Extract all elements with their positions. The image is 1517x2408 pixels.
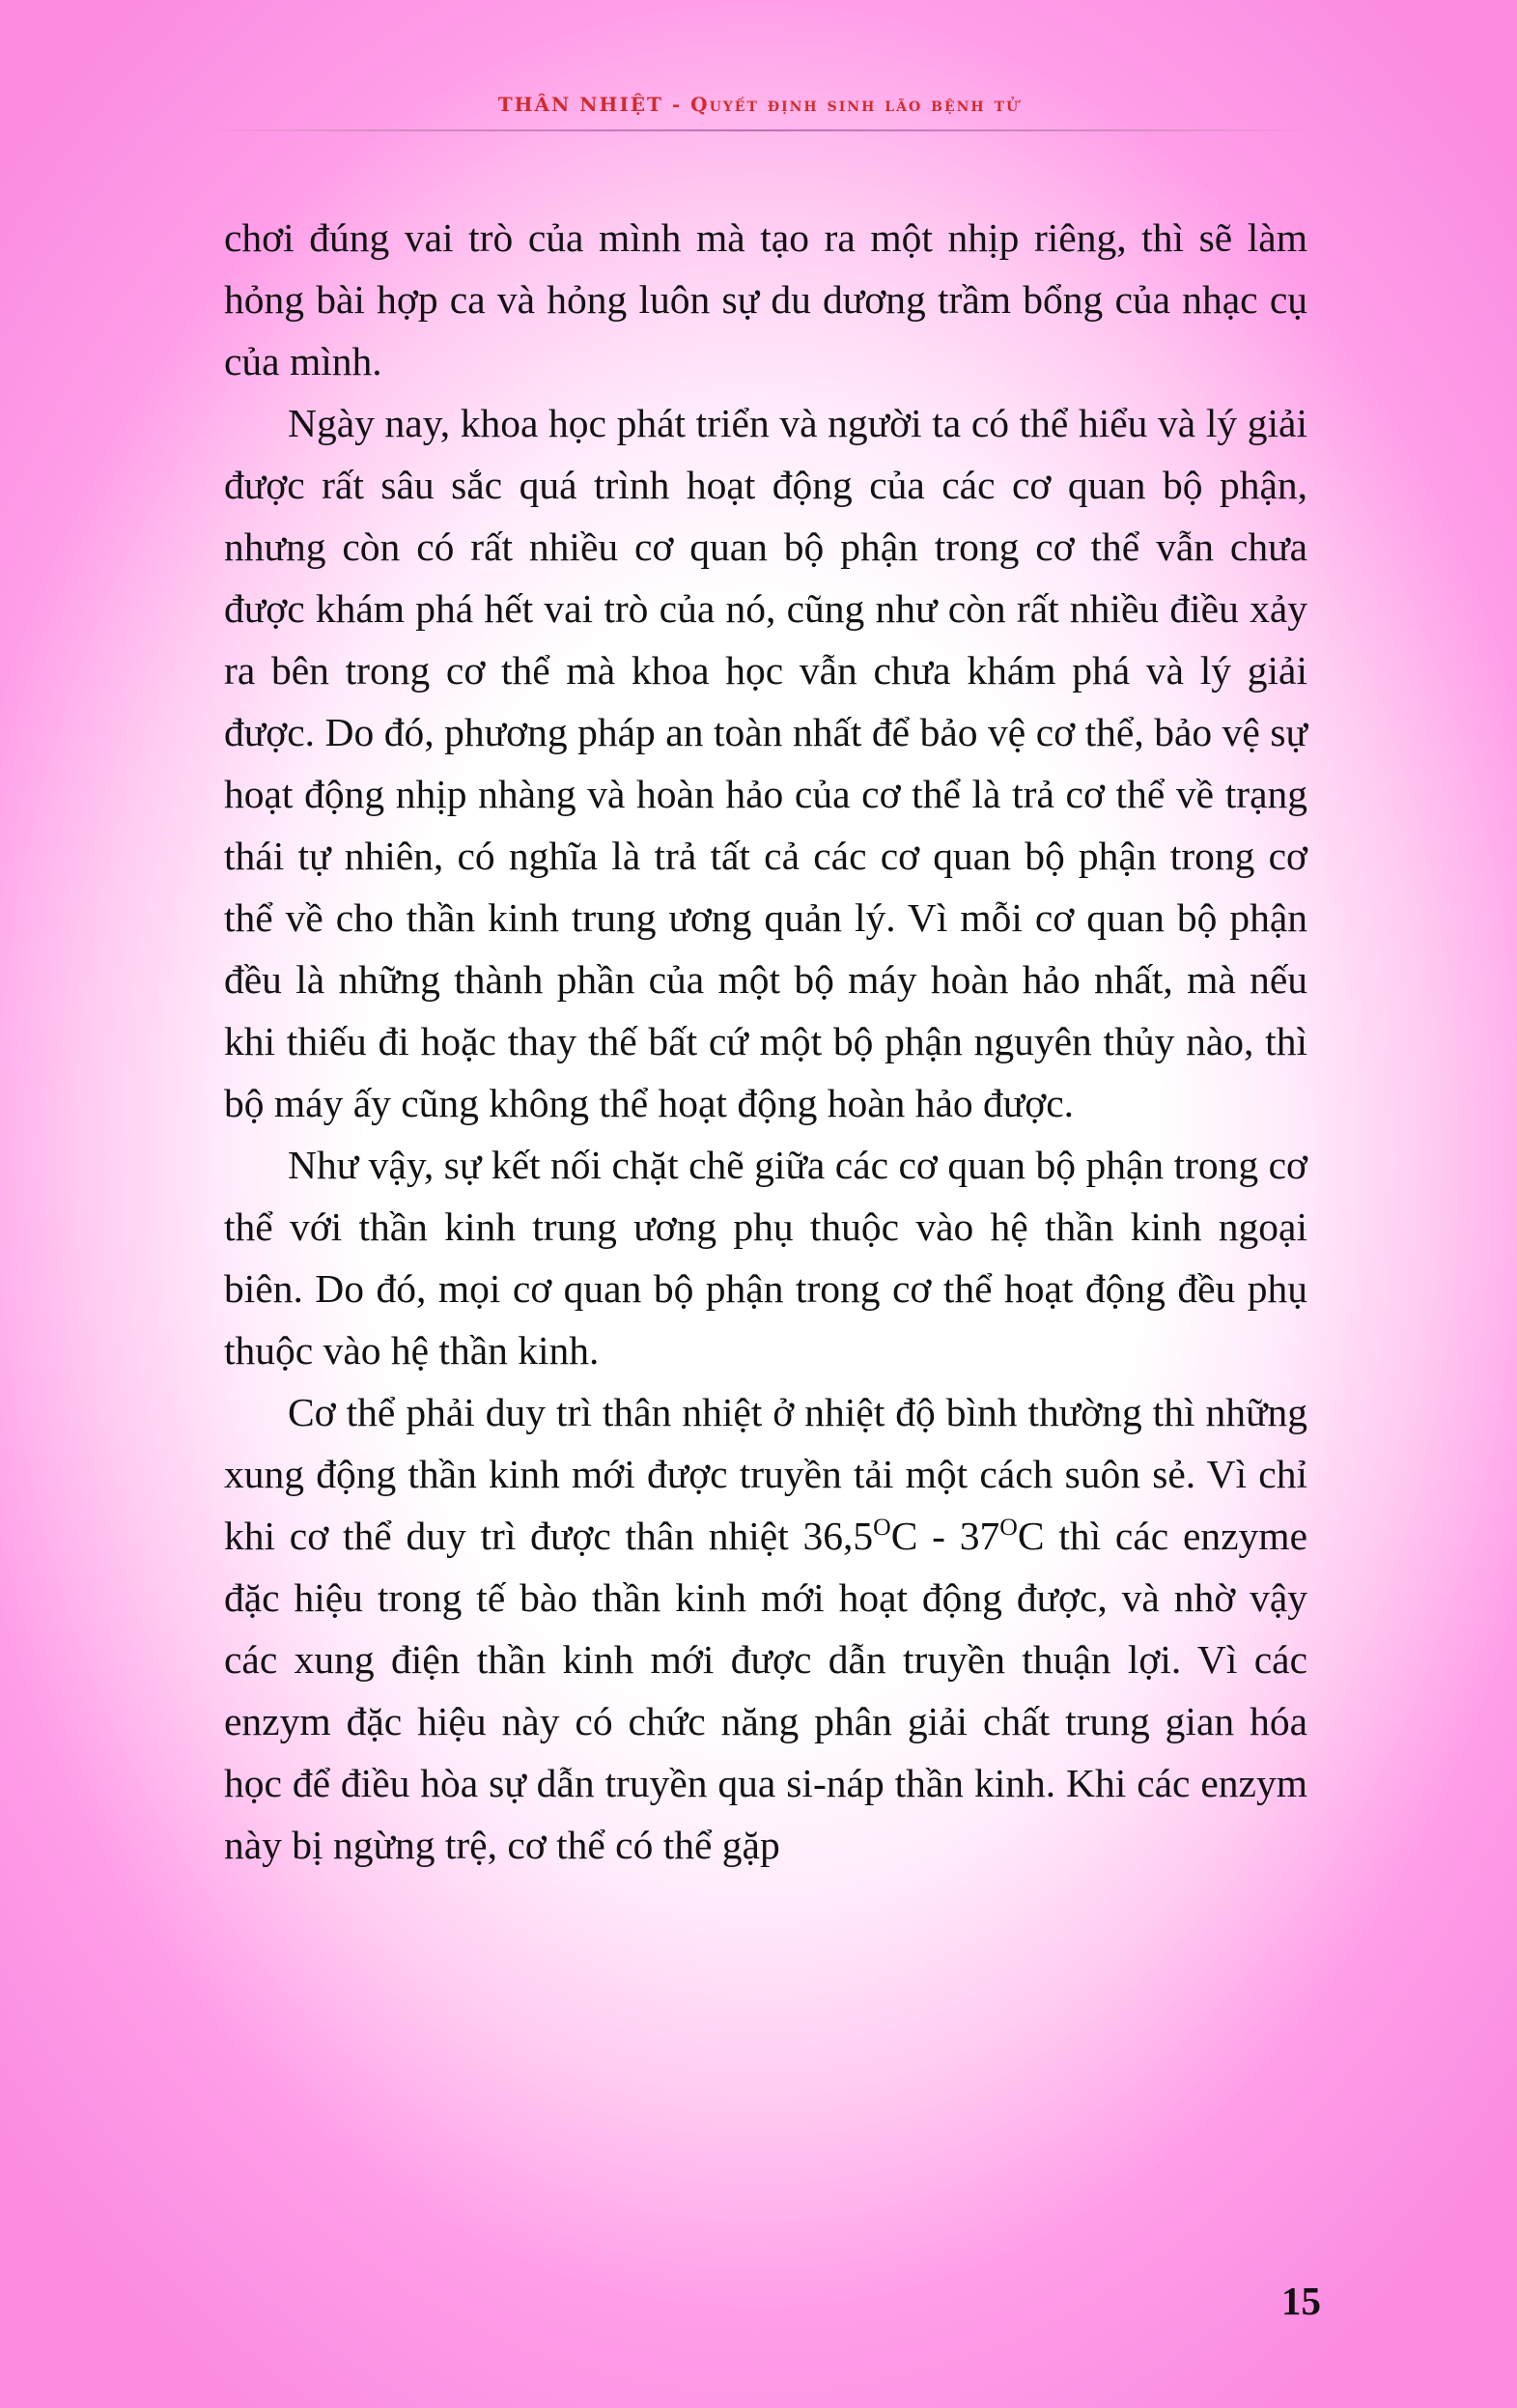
paragraph-4-part-2: C - 37 <box>890 1514 1000 1558</box>
paragraph-4-part-3: C thì các enzyme đặc hiệu trong tế bào thần kinh mới hoạt động được, và nhờ vậy các xung điện thần kinh mới được dẫn truyền thuận lợi. Vì các enzym đặc hiệu này có chức năng phân giải chất trung gian hóa học để điều hòa sự dẫn truyền qua si-náp thần kinh. Khi các enzym này bị ngừng trệ, cơ thể có thể gặp <box>224 1514 1307 1867</box>
paragraph-2: Ngày nay, khoa học phát triển và người ta có thể hiểu và lý giải được rất sâu sắc quá trình hoạt động của các cơ quan bộ phận, nhưng còn có rất nhiều cơ quan bộ phận trong cơ thể vẫn chưa được khám phá hết vai trò của nó, cũng như còn rất nhiều điều xảy ra bên trong cơ thể mà khoa học vẫn chưa khám phá và lý giải được. Do đó, phương pháp an toàn nhất để bảo vệ cơ thể, bảo vệ sự hoạt động nhịp nhàng và hoàn hảo của cơ thể là trả cơ thể về trạng thái tự nhiên, có nghĩa là trả tất cả các cơ quan bộ phận trong cơ thể về cho thần kinh trung ương quản lý. Vì mỗi cơ quan bộ phận đều là những thành phần của một bộ máy hoàn hảo nhất, mà nếu khi thiếu đi hoặc thay thế bất cứ một bộ phận nguyên thủy nào, thì bộ máy ấy cũng không thể hoạt động hoàn hảo được. <box>224 401 1307 1125</box>
page-number: 15 <box>1281 2279 1321 2323</box>
paragraph-3: Như vậy, sự kết nối chặt chẽ giữa các cơ quan bộ phận trong cơ thể với thần kinh trung ương phụ thuộc vào hệ thần kinh ngoại biên. Do đó, mọi cơ quan bộ phận trong cơ thể hoạt động đều phụ thuộc vào hệ thần kinh. <box>224 1143 1307 1373</box>
header-divider <box>214 129 1304 131</box>
paragraph-4 <box>224 1381 1307 1876</box>
page-sheet <box>189 93 1329 2324</box>
paragraph-4-part-1: Cơ thể phải duy trì thân nhiệt ở nhiệt độ bình thường thì những xung động thần kinh mới được truyền tải một cách suôn sẻ. Vì chỉ khi cơ thể duy trì được thân nhiệt 36,5 <box>224 1390 1307 1558</box>
paragraph-1: chơi đúng vai trò của mình mà tạo ra một nhịp riêng, thì sẽ làm hỏng bài hợp ca và hỏng luôn sự du dương trầm bổng của nhạc cụ của mình. <box>224 215 1307 383</box>
degree-symbol-1: O <box>873 1513 891 1542</box>
header-title: THÂN NHIỆT - Quyết định sinh lão bệnh tử <box>497 93 1021 116</box>
page-content <box>224 207 1307 1876</box>
degree-symbol-2: O <box>999 1513 1018 1542</box>
page-header <box>189 93 1329 131</box>
